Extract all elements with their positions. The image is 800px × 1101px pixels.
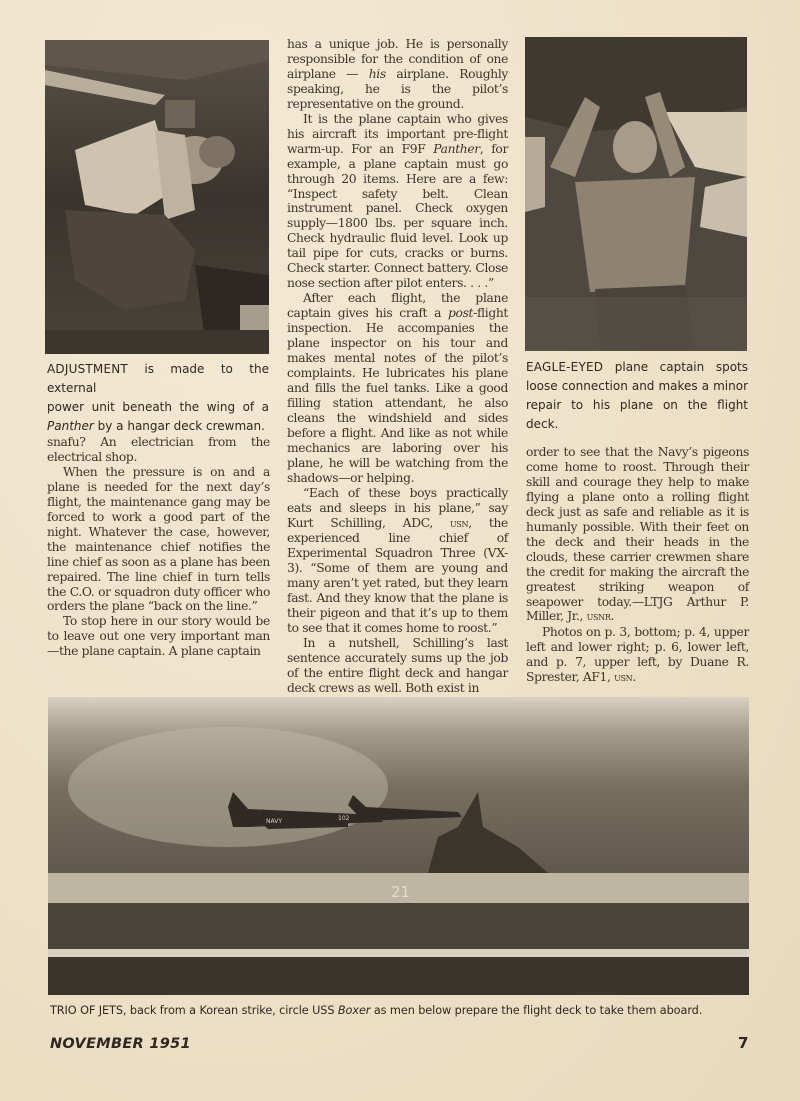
paragraph: After each flight, the plane captain gives his craft a post-flight inspection. He accompanies the plane inspector on his tour and makes mental notes of the pilot’s complaints. He lubricates his plane and fills the fuel tanks. Like a good filling station attendant, he also cleans the windshield and sides before a flight. And like as not while mechanics are laboring over his plane, he will be watching from the shadows—or helping. — [287, 291, 508, 485]
article-column-right — [526, 445, 749, 686]
caption-text: as men below prepare the flight deck to take them aboard. — [370, 1004, 703, 1017]
jet-number: 102 — [338, 815, 350, 822]
caption-left-photo — [47, 360, 269, 436]
caption-text: by a hangar deck crewman. — [93, 419, 265, 433]
paragraph: When the pressure is on and a plane is needed for the next day’s flight, the maintenance gang may be forced to work a good part of the night. Whatever the case, however, the maintenance chief notifies the line chief as soon as a plane has been repaired. The line chief in turn tells the C.O. or squadron duty officer who orders the plane “back on the line.” — [47, 464, 270, 614]
caption-lead: ADJUSTMENT — [47, 362, 128, 376]
photo-plane-captain — [525, 37, 747, 351]
caption-bottom-photo — [50, 1001, 750, 1020]
footer-issue-date: NOVEMBER 1951 — [50, 1036, 191, 1052]
caption-text: is made to the external — [47, 362, 269, 395]
article-column-left — [47, 435, 270, 659]
article-column-middle — [287, 37, 508, 696]
jet-marking: NAVY — [266, 818, 282, 825]
caption-lead: EAGLE-EYED — [526, 360, 604, 374]
hull-number: 21 — [391, 883, 411, 901]
paragraph: To stop here in our story would be to leave out one very important man —the plane captain. A plane captain — [47, 614, 270, 659]
photo-hangar-crewman — [45, 40, 269, 354]
photo-carrier-jets — [48, 697, 749, 995]
paragraph: Photos on p. 3, bottom; p. 4, upper left and lower right; p. 6, lower left, and p. 7, upper left, by Duane R. Sprester, AF1, usn. — [526, 625, 749, 685]
paragraph: It is the plane captain who gives his aircraft its important pre-flight warm-up. For an F9F Panther, for example, a plane captain must go through 20 items. Here are a few: “Inspect safety belt. Clean instrument panel. Check oxygen supply—1800 lbs. per square inch. Check hydraulic fluid level. Look up tail pipe for cuts, cracks or burns. Check starter. Connect battery. Close nose section after pilot enters. . . .” — [287, 111, 509, 291]
paragraph: snafu? An electrician from the electrical shop. — [47, 435, 270, 464]
photo-carrier-jets-image — [48, 697, 749, 995]
caption-right-photo — [526, 358, 748, 434]
photo-hangar-crewman-image — [45, 40, 269, 354]
page-number: 7 — [738, 1034, 749, 1052]
paragraph: “Each of these boys practically eats and sleeps in his plane,” say Kurt Schilling, ADC, usn, the experienced line chief of Experimental Squadron Three (VX-3). “Some of them are young and many aren’t yet rated, but they learn fast. And they know that the plane is their pigeon and that it’s up to them to see that it comes home to roost.” — [287, 485, 508, 636]
caption-text: loose connection and makes a minor — [526, 379, 748, 393]
paragraph: order to see that the Navy’s pigeons come home to roost. Through their skill and courage they help to make flying a plane onto a rolling flight deck just as safe and reliable as it is humanly possible. With their feet on the deck and their heads in the clouds, these carrier crewmen share the credit for making the aircraft the greatest striking weapon of seapower today.—LTJG Arthur P. Miller, Jr., usnr. — [526, 445, 749, 624]
caption-text: power unit beneath the wing of a — [47, 400, 269, 414]
caption-italic: Panther — [47, 419, 94, 433]
caption-text: plane captain spots — [603, 360, 748, 374]
paragraph: has a unique job. He is personally responsible for the condition of one airplane — his airplane. Roughly speaking, he is the pilot’s representative on the ground. — [287, 37, 508, 111]
caption-text: repair to his plane on the flight deck. — [526, 398, 748, 431]
photo-plane-captain-image — [525, 37, 747, 351]
caption-text: TRIO OF JETS, back from a Korean strike, circle USS — [50, 1004, 338, 1017]
caption-italic: Boxer — [337, 1004, 371, 1017]
paragraph: In a nutshell, Schilling’s last sentence accurately sums up the job of the entire flight deck and hangar deck crews as well. Both exist in — [287, 636, 508, 695]
